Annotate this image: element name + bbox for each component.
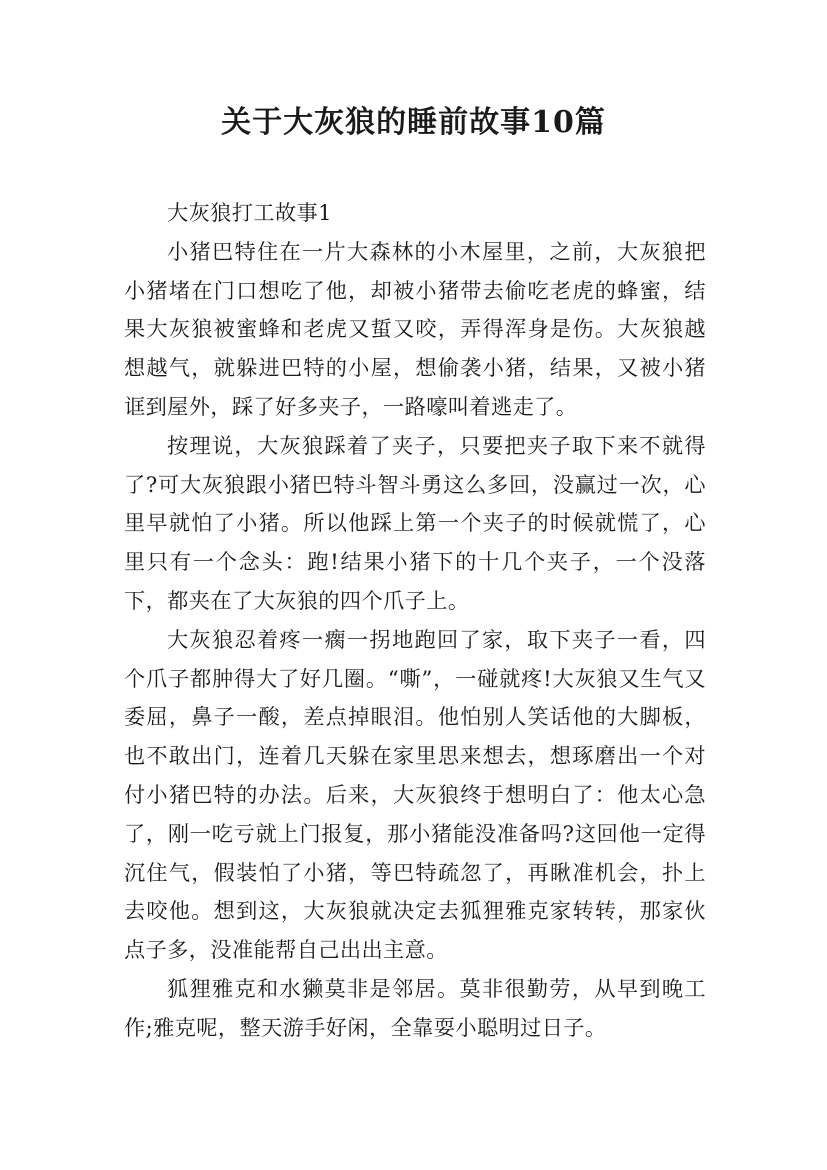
- paragraph: 大灰狼忍着疼一瘸一拐地跑回了家，取下夹子一看，四个爪子都肿得大了好几圈。“嘶”，一碰就疼!大灰狼又生气又委屈，鼻子一酸，差点掉眼泪。他怕别人笑话他的大脚板，也不敢出门，连着几天躲在家里思来想去，想琢磨出一个对付小猪巴特的办法。后来，大灰狼终于想明白了：他太心急了，刚一吃亏就上门报复，那小猪能没准备吗?这回他一定得沉住气，假装怕了小猪，等巴特疏忽了，再瞅准机会，扑上去咬他。想到这，大灰狼就决定去狐狸雅克家转转，那家伙点子多，没准能帮自己出出主意。: [124, 626, 706, 963]
- paragraph: 按理说，大灰狼踩着了夹子，只要把夹子取下来不就得了?可大灰狼跟小猪巴特斗智斗勇这么多回，没赢过一次，心里早就怕了小猪。所以他踩上第一个夹子的时候就慌了，心里只有一个念头：跑!结果小猪下的十几个夹子，一个没落下，都夹在了大灰狼的四个爪子上。: [124, 432, 706, 613]
- document-body: [124, 194, 706, 1048]
- document-title: 关于大灰狼的睡前故事10篇: [221, 105, 606, 140]
- paragraph: 狐狸雅克和水獭莫非是邻居。莫非很勤劳，从早到晚工作;雅克呢，整天游手好闲，全靠耍小聪明过日子。: [124, 975, 706, 1040]
- paragraph: 小猪巴特住在一片大森林的小木屋里，之前，大灰狼把小猪堵在门口想吃了他，却被小猪带去偷吃老虎的蜂蜜，结果大灰狼被蜜蜂和老虎又蜇又咬，弄得浑身是伤。大灰狼越想越气，就躲进巴特的小屋，想偷袭小猪，结果，又被小猪诓到屋外，踩了好多夹子，一路嚎叫着逃走了。: [124, 238, 706, 419]
- section-heading: 大灰狼打工故事1: [167, 200, 332, 225]
